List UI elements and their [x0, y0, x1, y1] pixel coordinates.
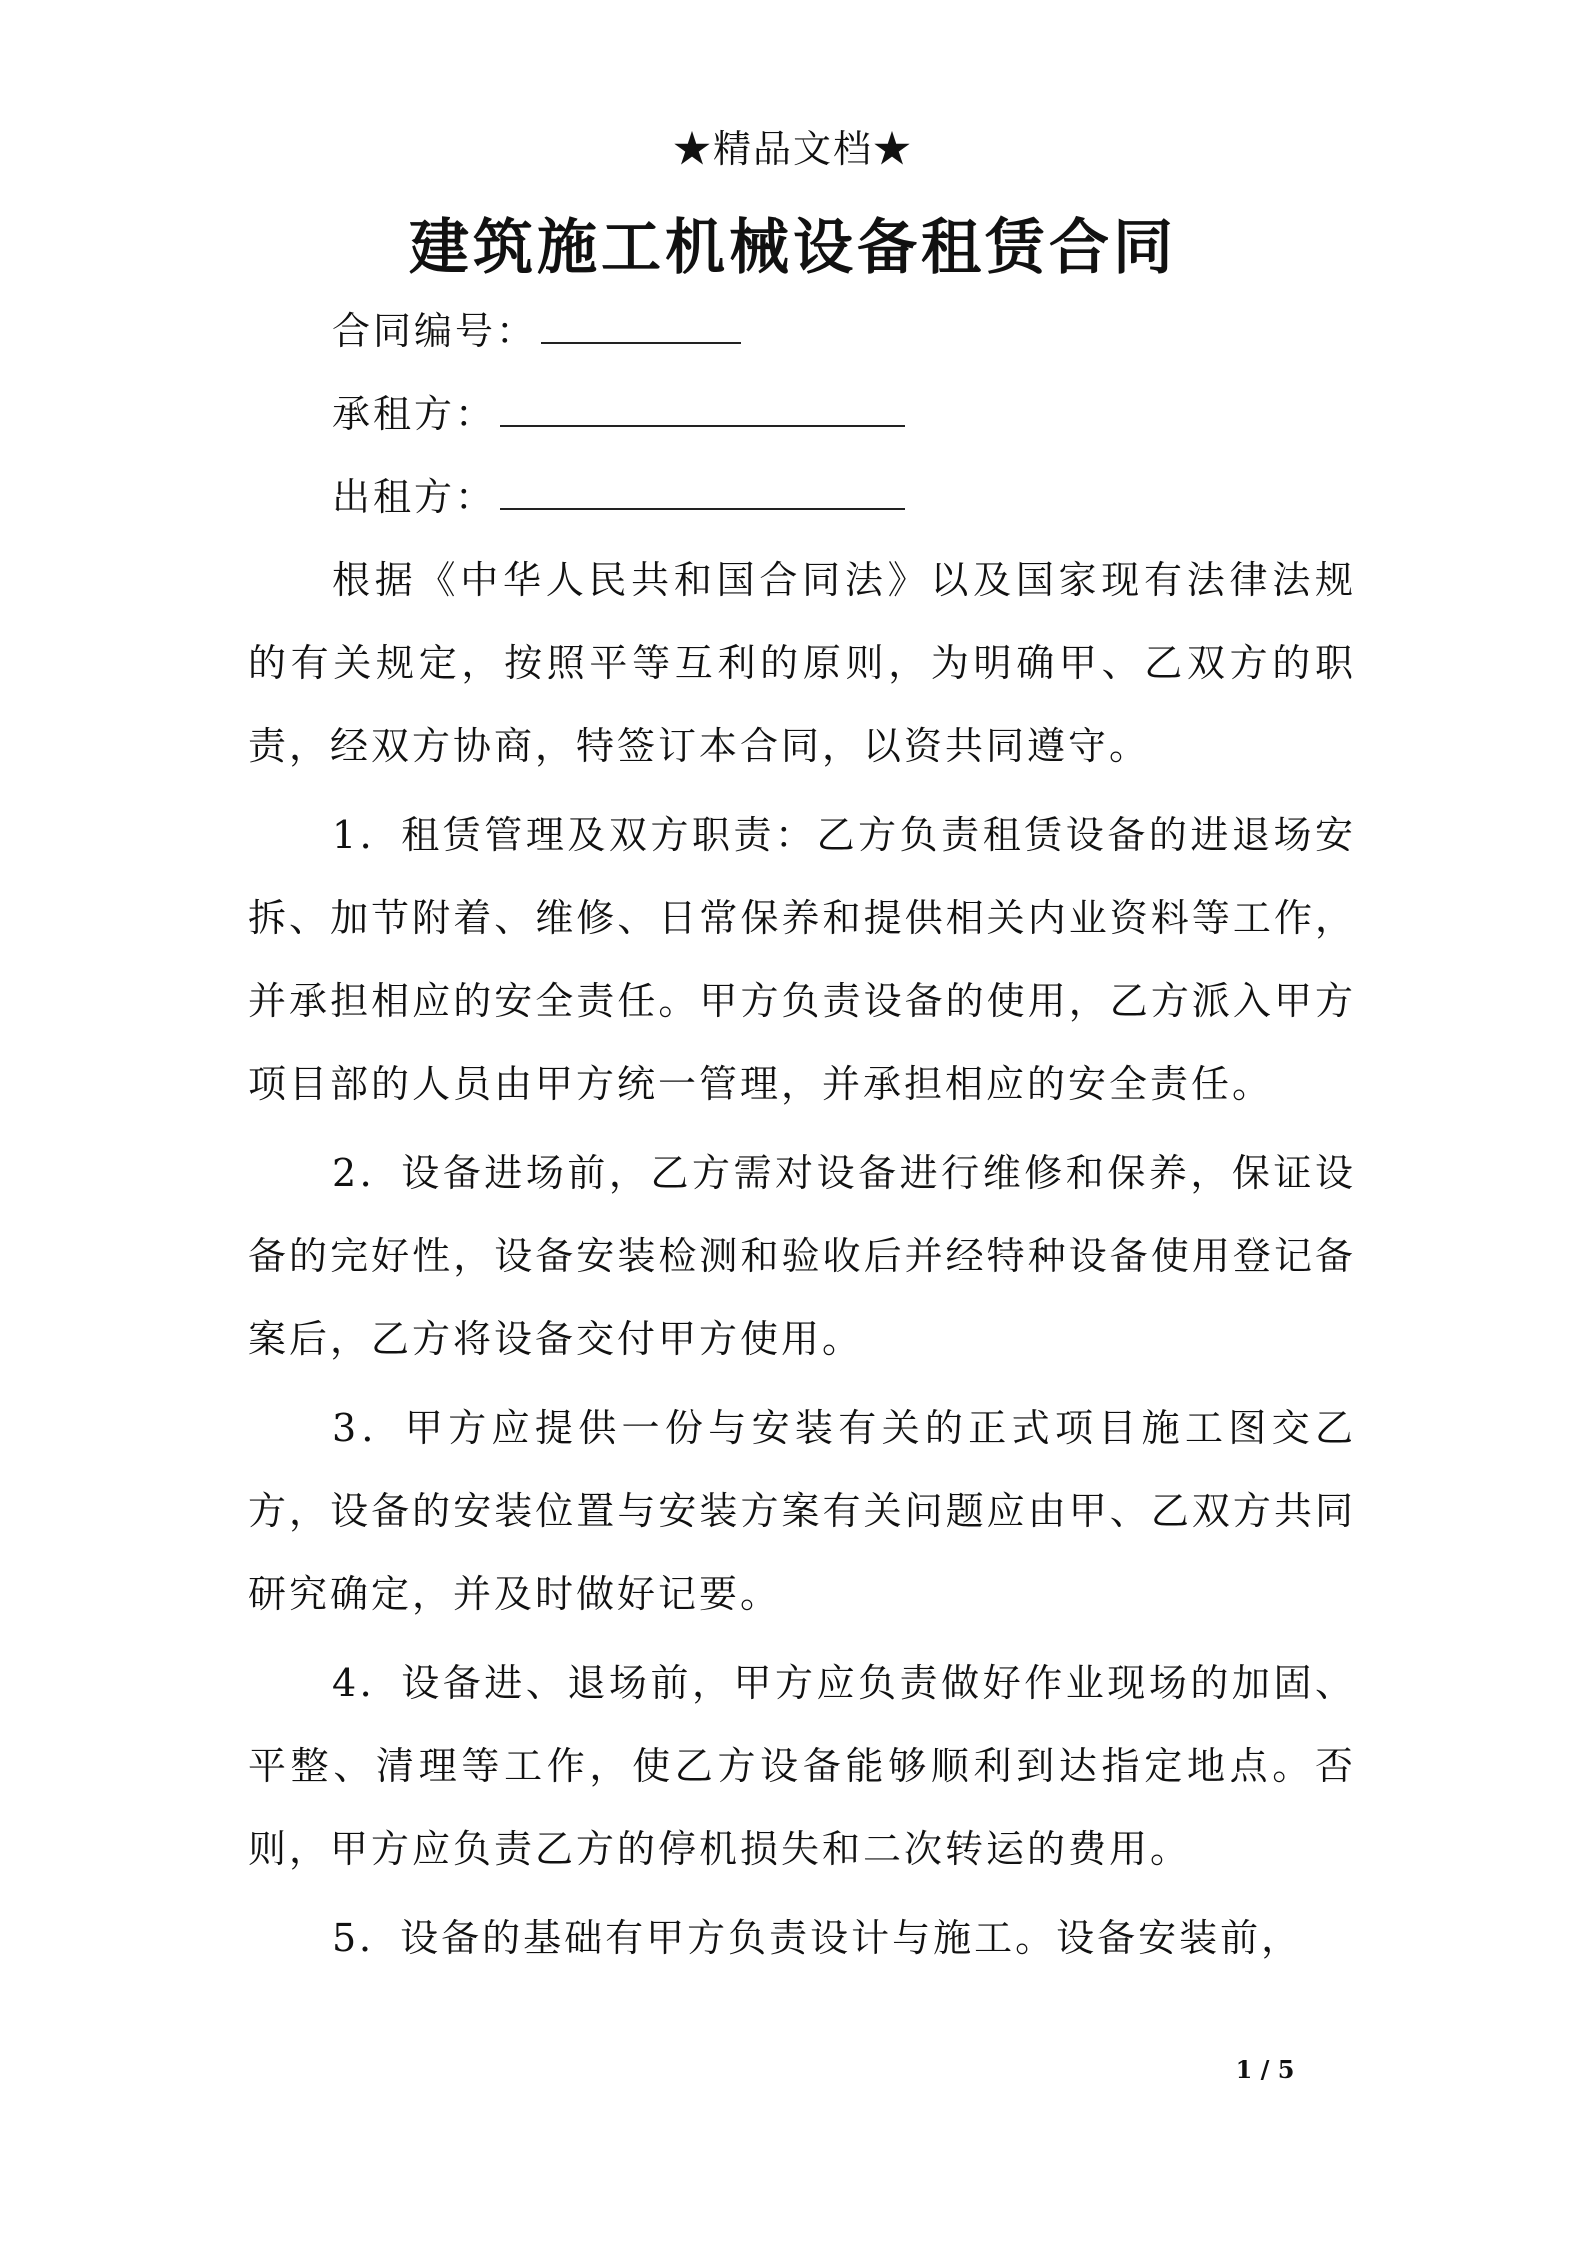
paragraph-clause-2: 2．设备进场前，乙方需对设备进行维修和保养，保证设备的完好性，设备安装检测和验收后并经特种设备使用登记备案后，乙方将设备交付甲方使用。 [248, 1151, 1356, 1361]
paragraph-preamble: 根据《中华人民共和国合同法》以及国家现有法律法规的有关规定，按照平等互利的原则，为明确甲、乙双方的职责，经双方协商，特签订本合同，以资共同遵守。 [248, 558, 1356, 768]
lessor-label: 出租方： [332, 475, 497, 519]
lessor-field [248, 456, 1356, 539]
document-title: 建筑施工机械设备租赁合同 [409, 213, 1177, 283]
header-banner: ★精品文档★ [672, 127, 913, 171]
lessee-field [248, 373, 1356, 456]
paragraph-clause-4: 4．设备进、退场前，甲方应负责做好作业现场的加固、平整、清理等工作，使乙方设备能够顺利到达指定地点。否则，甲方应负责乙方的停机损失和二次转运的费用。 [248, 1661, 1356, 1871]
contract-number-blank [541, 322, 741, 344]
contract-number-field [248, 290, 1356, 373]
paragraph-clause-1: 1．租赁管理及双方职责：乙方负责租赁设备的进退场安拆、加节附着、维修、日常保养和提供相关内业资料等工作，并承担相应的安全责任。甲方负责设备的使用，乙方派入甲方项目部的人员由甲方统一管理，并承担相应的安全责任。 [248, 813, 1356, 1106]
contract-number-label: 合同编号： [332, 309, 538, 353]
lessee-blank [500, 405, 905, 427]
lessee-label: 承租方： [332, 392, 497, 436]
page-number: 1 / 5 [1235, 2055, 1295, 2084]
document-body [248, 290, 1356, 1980]
lessor-blank [500, 488, 905, 510]
paragraph-clause-5: 5．设备的基础有甲方负责设计与施工。设备安装前， [332, 1916, 1303, 1960]
paragraph-clause-3: 3．甲方应提供一份与安装有关的正式项目施工图交乙方，设备的安装位置与安装方案有关问题应由甲、乙双方共同研究确定，并及时做好记要。 [248, 1406, 1356, 1616]
